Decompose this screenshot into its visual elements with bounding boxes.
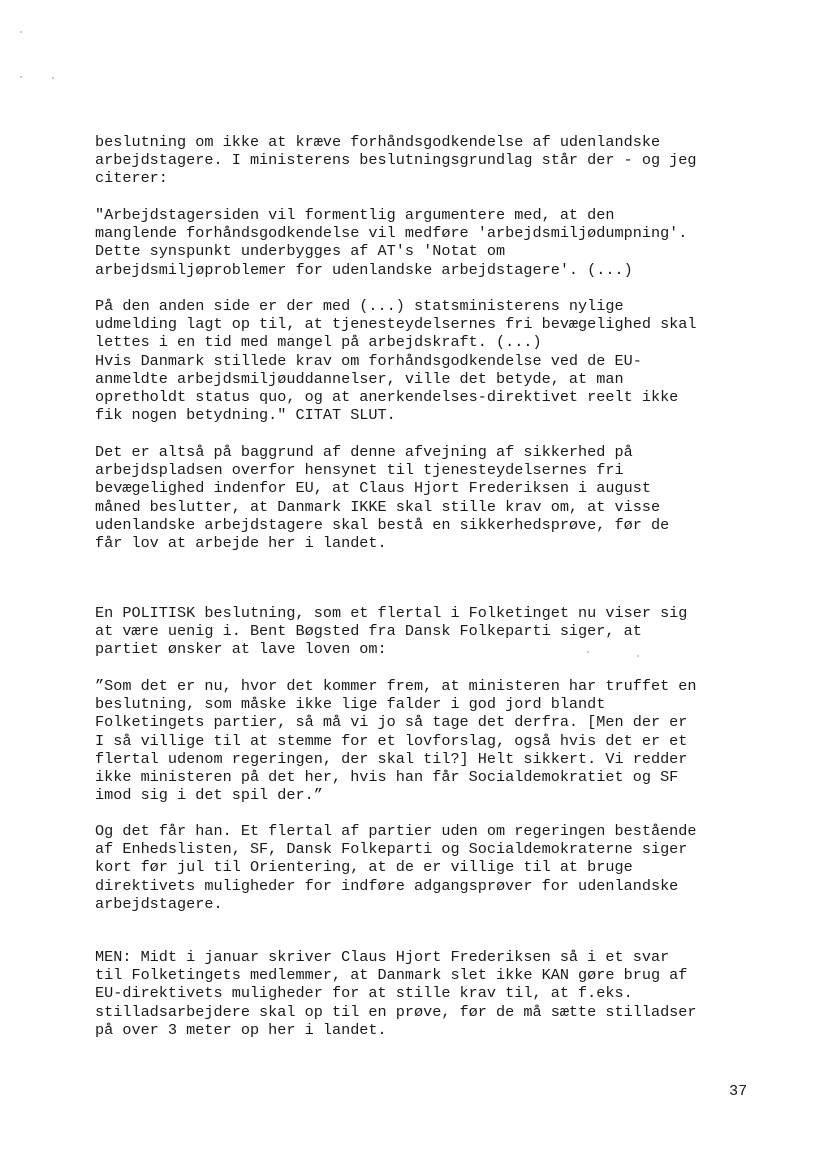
text-line: stilladsarbejdere skal op til en prøve, før de må sætte stilladser bbox=[95, 1002, 697, 1021]
scan-speck bbox=[52, 77, 54, 79]
paragraph-political bbox=[95, 604, 755, 659]
paragraph-intro bbox=[95, 133, 755, 188]
text-line: bevægelighed indenfor EU, at Claus Hjort Frederiksen i august bbox=[95, 479, 651, 498]
text-line: citerer: bbox=[95, 169, 168, 188]
scan-speck bbox=[20, 31, 22, 33]
text-line: Folketingets partier, så må vi jo så tage det derfra. [Men der er bbox=[95, 713, 688, 732]
paragraph-bogsted-quote bbox=[95, 677, 755, 804]
paragraph-majority bbox=[95, 822, 755, 913]
text-line: arbejdspladsen overfor hensynet til tjenesteydelsernes fri bbox=[95, 461, 624, 480]
text-line: af Enhedslisten, SF, Dansk Folkeparti og Socialdemokraterne siger bbox=[95, 840, 688, 859]
text-line: lettes i en tid med mangel på arbejdskraft. (...) bbox=[95, 333, 542, 352]
text-line: manglende forhåndsgodkendelse vil medføre 'arbejdsmiljødumpning'. bbox=[95, 224, 688, 243]
page-number: 37 bbox=[729, 1082, 748, 1100]
text-line: imod sig i det spil der.” bbox=[95, 786, 323, 805]
text-line: udmelding lagt op til, at tjenesteydelsernes fri bevægelighed skal bbox=[95, 315, 697, 334]
text-line: får lov at arbejde her i landet. bbox=[95, 534, 387, 553]
paragraph-january bbox=[95, 948, 755, 1039]
text-line: "Arbejdstagersiden vil formentlig argumentere med, at den bbox=[95, 206, 615, 224]
text-line: opretholdt status quo, og at anerkendelses-direktivet reelt ikke bbox=[95, 388, 679, 407]
text-line: EU-direktivets muligheder for at stille krav til, at f.eks. bbox=[95, 984, 633, 1003]
text-line: arbejdstagere. bbox=[95, 894, 223, 913]
text-line: Dette synspunkt underbygges af AT's 'Notat om bbox=[95, 242, 506, 261]
text-line: arbejdstagere. I ministerens beslutningsgrundlag står der - og jeg bbox=[95, 151, 697, 170]
text-line: MEN: Midt i januar skriver Claus Hjort Frederiksen så i et svar bbox=[95, 948, 670, 966]
text-line: til Folketingets medlemmer, at Danmark slet ikke KAN gøre brug af bbox=[95, 966, 688, 985]
text-line: arbejdsmiljøproblemer for udenlandske arbejdstagere'. (...) bbox=[95, 260, 633, 279]
text-line: beslutning om ikke at kræve forhåndsgodkendelse af udenlandske bbox=[95, 133, 661, 151]
text-line: beslutning, som måske ikke lige falder i god jord blandt bbox=[95, 695, 606, 714]
text-line: partiet ønsker at lave loven om: bbox=[95, 640, 387, 659]
text-line: Det er altså på baggrund af denne afvejning af sikkerhed på bbox=[95, 443, 633, 461]
text-line: I så villige til at stemme for et lovforslag, også hvis det er et bbox=[95, 731, 688, 750]
text-line: på over 3 meter op her i landet. bbox=[95, 1020, 387, 1039]
text-line: udenlandske arbejdstagere skal bestå en sikkerhedsprøve, før de bbox=[95, 515, 670, 534]
text-line: ikke ministeren på det her, hvis han får Socialdemokratiet og SF bbox=[95, 768, 679, 787]
text-line: direktivets muligheder for indføre adgangsprøver for udenlandske bbox=[95, 876, 679, 895]
text-line: ”Som det er nu, hvor det kommer frem, at ministeren har truffet en bbox=[95, 677, 697, 695]
text-line: flertal udenom regeringen, der skal til?] Helt sikkert. Vi redder bbox=[95, 749, 688, 768]
paragraph-quote-end bbox=[95, 297, 755, 424]
text-line: På den anden side er der med (...) statsministerens nylige bbox=[95, 297, 624, 315]
text-line: En POLITISK beslutning, som et flertal i Folketinget nu viser sig bbox=[95, 604, 688, 622]
text-line: kort før jul til Orientering, at de er villige til at bruge bbox=[95, 858, 633, 877]
paragraph-quote-start bbox=[95, 206, 755, 279]
text-line: Hvis Danmark stillede krav om forhåndsgodkendelse ved de EU- bbox=[95, 351, 642, 370]
text-line: anmeldte arbejdsmiljøuddannelser, ville det betyde, at man bbox=[95, 369, 624, 388]
text-line: fik nogen betydning." CITAT SLUT. bbox=[95, 406, 396, 425]
scan-speck bbox=[20, 76, 22, 78]
text-line: måned beslutter, at Danmark IKKE skal stille krav om, at visse bbox=[95, 497, 661, 516]
text-line: at være uenig i. Bent Bøgsted fra Dansk Folkeparti siger, at bbox=[95, 622, 642, 641]
paragraph-decision bbox=[95, 443, 755, 552]
text-line: Og det får han. Et flertal af partier uden om regeringen bestående bbox=[95, 822, 697, 840]
